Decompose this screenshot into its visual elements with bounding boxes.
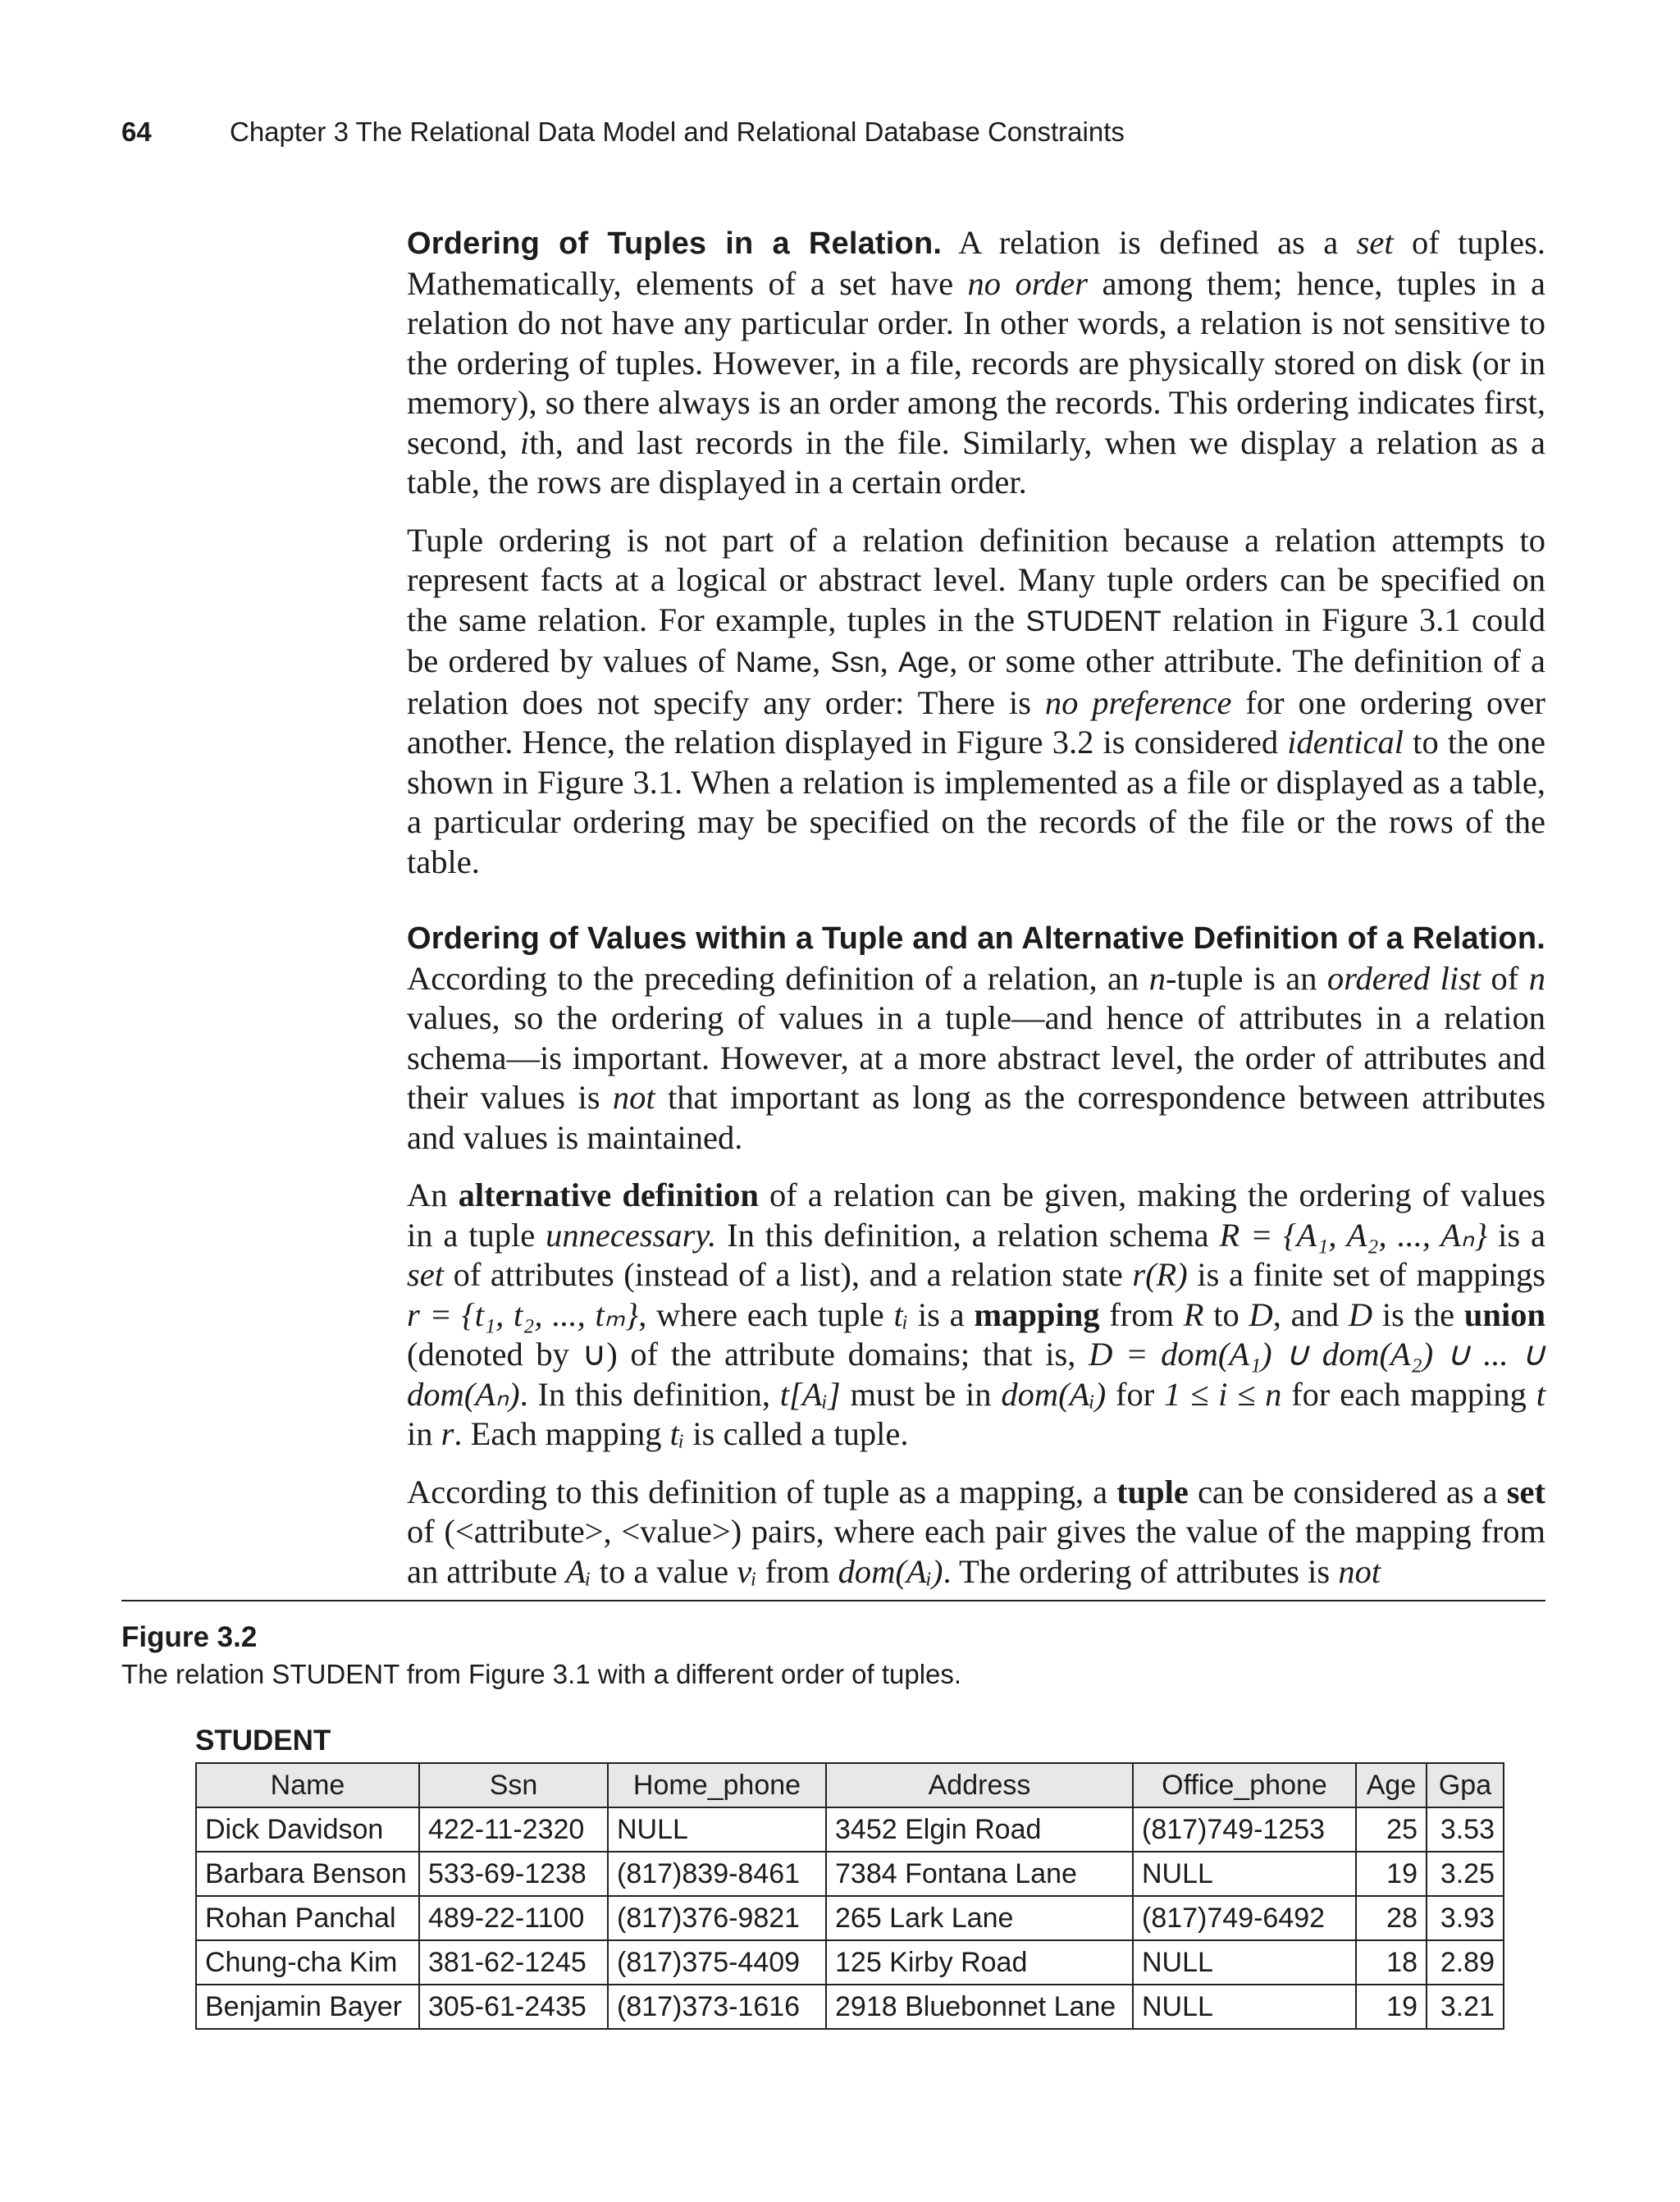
cell-age: 25	[1356, 1807, 1427, 1852]
figure-label: Figure 3.2	[121, 1621, 258, 1653]
cell-office-phone: NULL	[1133, 1940, 1356, 1985]
cell-address: 7384 Fontana Lane	[826, 1852, 1133, 1896]
cell-office-phone: NULL	[1133, 1852, 1356, 1896]
relation-title: STUDENT	[195, 1725, 331, 1757]
cell-name: Benjamin Bayer	[196, 1985, 419, 2029]
cell-home-phone: (817)376-9821	[608, 1896, 826, 1940]
cell-name: Chung-cha Kim	[196, 1940, 419, 1985]
table-row	[196, 1940, 1504, 1985]
cell-home-phone: (817)839-8461	[608, 1852, 826, 1896]
paragraph: An alternative definition of a relation can be given, making the ordering of values in a tuple unnecessary. In this definition, a relation schema R = {A₁, A₂, ..., Aₙ} is a set of attributes (instead of a list), and a relation state r(R) is a finite set of mappings r = {t₁, t₂, ..., tₘ}, where each tuple tᵢ is a mapping from R to D, and D is the union (denoted by ∪) of the attribute domains; that is, D = dom(A₁) ∪ dom(A₂) ∪ ... ∪ dom(Aₙ). In this definition, t[Aᵢ] must be in dom(Aᵢ) for 1 ≤ i ≤ n for each mapping t in r. Each mapping tᵢ is called a tuple.	[407, 1176, 1545, 1452]
column-header: Office_phone	[1133, 1763, 1356, 1807]
cell-gpa: 3.21	[1427, 1985, 1504, 2029]
figure-caption: The relation STUDENT from Figure 3.1 with a different order of tuples.	[121, 1659, 962, 1689]
paragraph: Ordering of Tuples in a Relation. A relation is defined as a set of tuples. Mathematically, elements of a set have no order among them; hence, tuples in a relation do not have any particular order. In other words, a relation is not sensitive to the ordering of tuples. However, in a file, records are physically stored on disk (or in memory), so there always is an order among the records. This ordering indicates first, second, ith, and last records in the file. Similarly, when we display a relation as a table, the rows are displayed in a certain order.	[407, 224, 1546, 500]
column-header: Ssn	[419, 1763, 608, 1807]
table-row	[196, 1807, 1504, 1852]
page-number: 64	[121, 116, 152, 147]
cell-age: 18	[1356, 1940, 1427, 1985]
cell-gpa: 2.89	[1427, 1940, 1504, 1985]
paragraph: Ordering of Values within a Tuple and an Alternative Definition of a Relation. According to the preceding definition of a relation, an n-tuple is an ordered list of n values, so the ordering of values in a tuple—and hence of attributes in a relation schema—is important. However, at a more abstract level, the order of attributes and their values is not that important as long as the correspondence between attributes and values is maintained.	[407, 921, 1545, 1156]
column-header: Address	[826, 1763, 1133, 1807]
cell-ssn: 422-11-2320	[419, 1807, 608, 1852]
table-row	[196, 1985, 1504, 2029]
cell-name: Rohan Panchal	[196, 1896, 419, 1940]
cell-age: 19	[1356, 1852, 1427, 1896]
chapter-title: Chapter 3 The Relational Data Model and Relational Database Constraints	[230, 116, 1125, 147]
section-heading: Ordering of Values within a Tuple and an Alternative Definition of a Relation.	[407, 921, 1545, 956]
cell-home-phone: (817)375-4409	[608, 1940, 826, 1985]
column-header: Home_phone	[608, 1763, 826, 1807]
student-table	[195, 1762, 1504, 2030]
column-header: Age	[1356, 1763, 1427, 1807]
cell-gpa: 3.25	[1427, 1852, 1504, 1896]
paragraph: According to this definition of tuple as a mapping, a tuple can be considered as a set of (<attribute>, <value>) pairs, where each pair gives the value of the mapping from an attribute Aᵢ to a value vᵢ from dom(Aᵢ). The ordering of attributes is not	[407, 1473, 1545, 1590]
cell-gpa: 3.93	[1427, 1896, 1504, 1940]
section-heading: Ordering of Tuples in a Relation.	[407, 226, 943, 261]
cell-home-phone: NULL	[608, 1807, 826, 1852]
cell-home-phone: (817)373-1616	[608, 1985, 826, 2029]
cell-office-phone: (817)749-1253	[1133, 1807, 1356, 1852]
cell-gpa: 3.53	[1427, 1807, 1504, 1852]
cell-address: 3452 Elgin Road	[826, 1807, 1133, 1852]
cell-ssn: 489-22-1100	[419, 1896, 608, 1940]
table-row	[196, 1896, 1504, 1940]
cell-address: 125 Kirby Road	[826, 1940, 1133, 1985]
running-header	[0, 116, 1680, 158]
cell-office-phone: NULL	[1133, 1985, 1356, 2029]
figure-divider	[121, 1600, 1545, 1601]
table-row	[196, 1852, 1504, 1896]
cell-name: Barbara Benson	[196, 1852, 419, 1896]
cell-office-phone: (817)749-6492	[1133, 1896, 1356, 1940]
table-header-row	[196, 1763, 1504, 1807]
cell-name: Dick Davidson	[196, 1807, 419, 1852]
cell-age: 19	[1356, 1985, 1427, 2029]
cell-address: 2918 Bluebonnet Lane	[826, 1985, 1133, 2029]
cell-address: 265 Lark Lane	[826, 1896, 1133, 1940]
body-text	[407, 223, 1545, 1610]
cell-ssn: 305-61-2435	[419, 1985, 608, 2029]
paragraph: Tuple ordering is not part of a relation definition because a relation attempts to represent facts at a logical or abstract level. Many tuple orders can be specified on the same relation. For example, tuples in the STUDENT relation in Figure 3.1 could be ordered by values of Name, Ssn, Age, or some other attribute. The definition of a relation does not specify any order: There is no preference for one ordering over another. Hence, the relation displayed in Figure 3.2 is considered identical to the one shown in Figure 3.1. When a relation is implemented as a file or displayed as a table, a particular ordering may be specified on the records of the file or the rows of the table.	[407, 521, 1546, 880]
cell-ssn: 533-69-1238	[419, 1852, 608, 1896]
column-header: Gpa	[1427, 1763, 1504, 1807]
cell-age: 28	[1356, 1896, 1427, 1940]
column-header: Name	[196, 1763, 419, 1807]
cell-ssn: 381-62-1245	[419, 1940, 608, 1985]
